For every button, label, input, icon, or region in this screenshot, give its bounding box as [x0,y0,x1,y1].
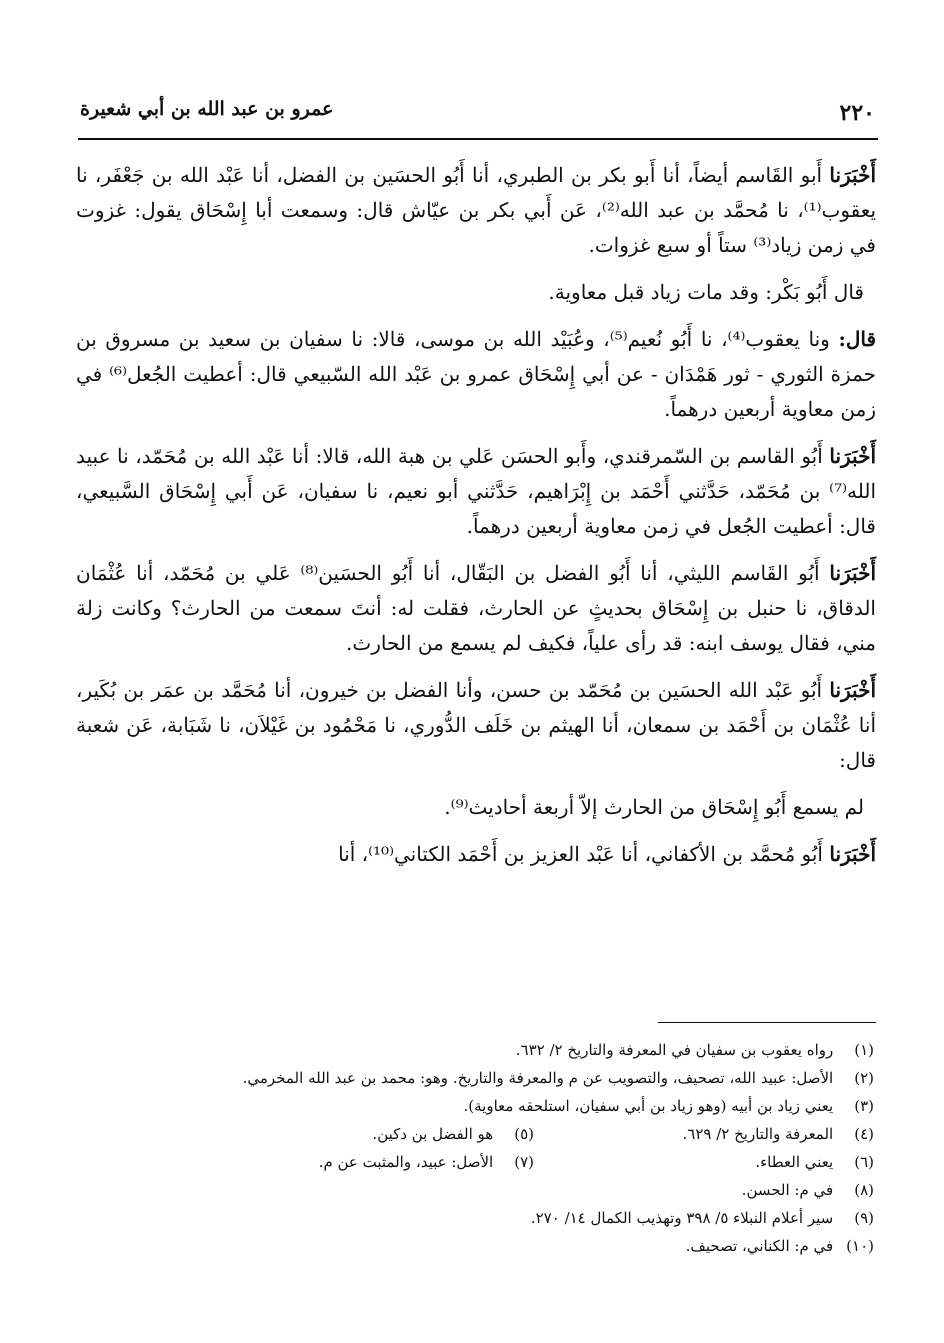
footnote [531,1204,874,1232]
footnote-text: يعني زياد بن أبيه (وهو زياد بن أبي سفيان، استلحقه معاوية). [463,1097,834,1115]
paragraph-text: قال أَبُو بَكْر: وقد مات زياد قبل معاوية. [548,280,864,304]
paragraph [76,837,876,872]
paragraph [76,322,876,427]
paragraph-text: لم يسمع أَبُو إِسْحَاق من الحارث إلاّ أربعة أحاديث⁽⁹⁾. [444,795,864,819]
main-text [76,158,876,884]
paragraph-lead: قال: [838,327,877,351]
paragraph [76,158,876,263]
footnote-row [74,1148,874,1176]
paragraph-lead: أَخْبَرَنا [829,842,876,866]
paragraph-text: أَبو القَاسم أيضاً، أنا أَبو بكر بن الطبري، أنا أَبُو الحسَين بن الفضل، أنا عَبْد الله بن جَعْفَر، نا يعقوب⁽¹⁾، نا مُحمَّد بن عبد الله⁽²⁾، عَن أَبي بكر بن عيّاش قال: وسمعت أبا إِسْحَاق يقول: غزوت في زمن زياد⁽³⁾ ستاً أو سبع غزوات. [76,163,877,257]
page-header [80,96,875,136]
footnote-rule [658,1022,876,1023]
paragraph-text: أَبُو القَاسم الليثي، أنا أَبُو الفضل بن البَقّال، أنا أَبُو الحسَين⁽⁸⁾ عَلي بن مُحَمّد، أنا عُثْمَان الدقاق، نا حنبل بن إِسْحَاق بحديثٍ عن الحارث، فقلت له: أنتَ سمعت من الحارث؟ وكانت زلة مني، فقال يوسف ابنه: قد رأى علياً، فكيف لم يسمع من الحارث. [76,561,876,655]
paragraph-text: أَبُو القاسم بن السّمرقندي، وأَبو الحسَن عَلي بن هبة الله، قالا: أنا عَبْد الله بن مُحَمّد، نا عبيد الله⁽⁷⁾ بن مُحَمّد، حَدَّثني أَحْمَد بن إِبْرَاهيم، حَدَّثني أبو نعيم، نا سفيان، عَن أَبي إِسْحَاق السَّبيعي، قال: أعطيت الجُعل في زمن معاوية أربعين درهماً. [76,444,876,538]
paragraph-text: أَبُو مُحمَّد بن الأكفاني، أنا عَبْد العزيز بن أَحْمَد الكتاني⁽¹⁰⁾، أنا [338,842,830,866]
footnote [463,1092,874,1120]
paragraph-lead: أَخْبَرَنا [829,163,876,187]
paragraph-lead: أَخْبَرَنا [829,444,876,468]
footnote [516,1036,874,1064]
footnote-number: (٨) [854,1181,874,1199]
paragraph-lead: أَخْبَرَنا [829,561,876,585]
footnote-text: يعني العطاء. [755,1153,834,1171]
paragraph-text: أَبُو عَبْد الله الحسَين بن مُحَمّد بن حسن، وأنا الفضل بن خيرون، أنا مُحَمَّد بن عمَر بن بُكَير، أنا عُثْمَان بن أَحْمَد بن سمعان، أنا الهيثم بن خَلَف الدُّوري، نا مَحْمُود بن غَيْلاَن، نا شَبَابة، عَن شعبة قال: [76,678,876,772]
paragraph [76,439,876,544]
footnote-row [74,1232,874,1260]
paragraph [76,673,876,778]
footnote-number: (٥) [514,1125,534,1143]
footnote [534,1148,874,1176]
footnote-number: (١٠) [846,1237,874,1255]
paragraph [76,556,876,661]
paragraph [76,275,876,310]
running-title: عمرو بن عبد الله بن أبي شعيرة [80,98,334,120]
footnote-text: رواه يعقوب بن سفيان في المعرفة والتاريخ ٢/ ٦٣٢. [515,1041,834,1059]
footnote-number: (٦) [854,1153,874,1171]
page-number: ٢٢٠ [839,100,875,126]
paragraph-lead: أَخْبَرَنا [829,678,876,702]
footnote-number: (٧) [514,1153,534,1171]
footnote-text: المعرفة والتاريخ ٢/ ٦٢٩. [682,1125,834,1143]
footnote [534,1120,874,1148]
footnote-text: في م: الحسن. [741,1181,834,1199]
footnote-number: (١) [854,1041,874,1059]
paragraph [76,790,876,825]
footnotes [74,1036,874,1260]
footnote-row [74,1120,874,1148]
footnote-number: (٤) [854,1125,874,1143]
footnote-text: سير أعلام النبلاء ٥/ ٣٩٨ وتهذيب الكمال ١٤/ ٢٧٠. [530,1209,834,1227]
footnote-text: الأصل: عبيد، والمثبت عن م. [318,1153,494,1171]
footnote-row [74,1176,874,1204]
footnote-row [74,1204,874,1232]
footnote-row [74,1064,874,1092]
footnote [742,1176,874,1204]
footnote [243,1064,874,1092]
header-rule [78,138,878,140]
footnote-text: في م: الكناني، تصحيف. [685,1237,834,1255]
footnote-text: الأصل: عبيد الله، تصحيف، والتصويب عن م والمعرفة والتاريخ. وهو: محمد بن عبد الله المخرمي. [242,1069,834,1087]
footnote-row [74,1036,874,1064]
footnote [319,1148,534,1176]
footnote [372,1120,534,1148]
paragraph-text: ونا يعقوب⁽⁴⁾، نا أَبُو نُعيم⁽⁵⁾، وعُبَيْد الله بن موسى، قالا: نا سفيان بن سعيد بن مسروق بن حمزة الثوري - ثور هَمْدَان - عن أبي إِسْحَاق عمرو بن عَبْد الله السّبيعي قال: أعطيت الجُعل⁽⁶⁾ في زمن معاوية أربعين درهماً. [76,327,876,421]
footnote-number: (٢) [854,1069,874,1087]
footnote-number: (٩) [854,1209,874,1227]
footnote [686,1232,874,1260]
footnote-text: هو الفضل بن دكين. [372,1125,494,1143]
footnote-row [74,1092,874,1120]
footnote-number: (٣) [854,1097,874,1115]
